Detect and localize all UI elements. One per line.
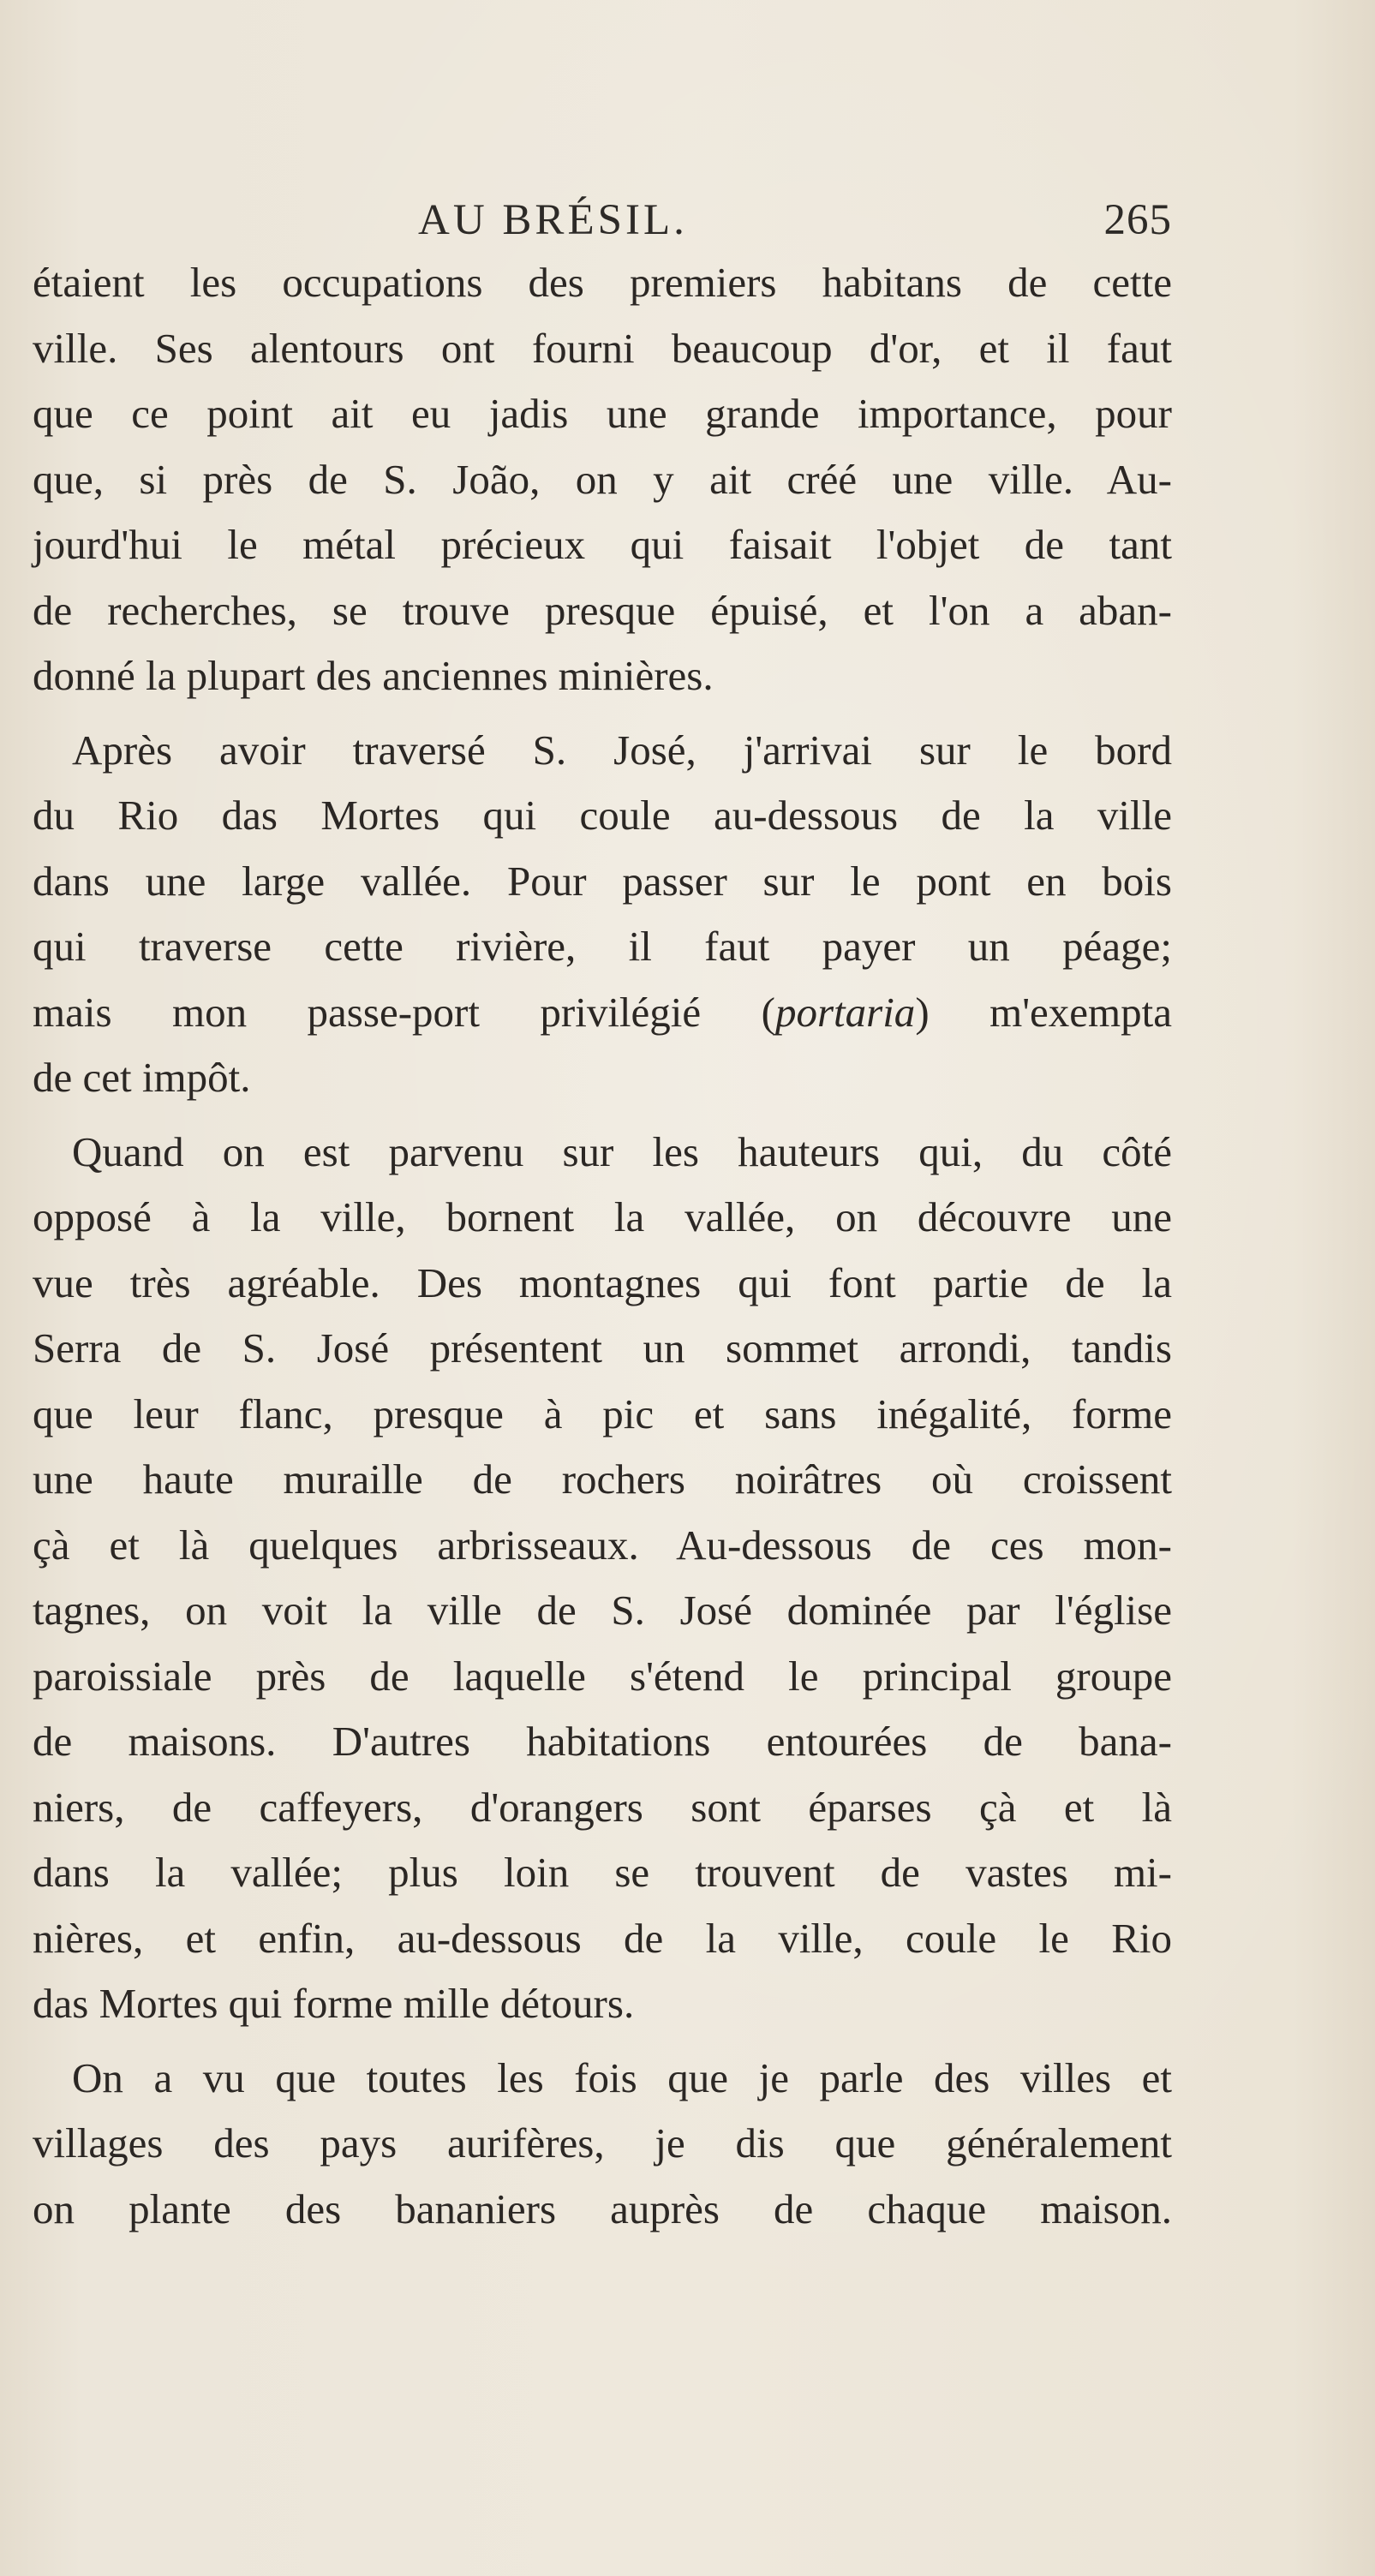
text-line: du Rio das Mortes qui coule au-dessous de la ville xyxy=(33,792,1172,839)
text-line: que leur flanc, presque à pic et sans inégalité, forme xyxy=(33,1390,1172,1437)
body-text xyxy=(33,250,1172,2242)
text-line: on plante des bananiers auprès de chaque maison. xyxy=(33,2185,1172,2232)
paragraph-4 xyxy=(33,2046,1172,2243)
text-line: donné la plupart des anciennes minières. xyxy=(33,652,714,699)
text-line: de maisons. D'autres habitations entourées de bana- xyxy=(33,1718,1172,1765)
text-segment: ) m'exempta xyxy=(915,988,1172,1036)
text-line: Serra de S. José présentent un sommet arrondi, tandis xyxy=(33,1324,1172,1372)
running-head: AU BRÉSIL. xyxy=(418,196,688,244)
text-line: dans une large vallée. Pour passer sur le pont en bois xyxy=(33,857,1172,905)
text-line: nières, et enfin, au-dessous de la ville, coule le Rio xyxy=(33,1914,1172,1962)
text-line: que, si près de S. João, on y ait créé une ville. Au- xyxy=(33,455,1172,503)
text-line: qui traverse cette rivière, il faut payer un péage; xyxy=(33,923,1172,970)
text-line: villages des pays aurifères, je dis que généralement xyxy=(33,2119,1172,2167)
text-segment: mais mon passe-port privilégié ( xyxy=(33,988,775,1036)
paragraph-3 xyxy=(33,1120,1172,2037)
page-number: 265 xyxy=(1103,196,1172,244)
text-line: On a vu que toutes les fois que je parle des villes et xyxy=(72,2053,1172,2101)
page-header xyxy=(418,190,1172,250)
paragraph-2 xyxy=(33,718,1172,1111)
paragraph-1 xyxy=(33,250,1172,709)
text-line: vue très agréable. Des montagnes qui font partie de la xyxy=(33,1258,1172,1306)
text-line: une haute muraille de rochers noirâtres où croissent xyxy=(33,1455,1172,1503)
text-line: Quand on est parvenu sur les hauteurs qui, du côté xyxy=(72,1127,1172,1175)
text-line: étaient les occupations des premiers habitans de cette xyxy=(33,259,1172,306)
text-line: ville. Ses alentours ont fourni beaucoup d'or, et il faut xyxy=(33,324,1172,372)
text-line: çà et là quelques arbrisseaux. Au-dessous de ces mon- xyxy=(33,1521,1172,1569)
text-line: opposé à la ville, bornent la vallée, on découvre une xyxy=(33,1193,1172,1240)
text-line: das Mortes qui forme mille détours. xyxy=(33,1980,635,2027)
text-line: jourd'hui le métal précieux qui faisait l'objet de tant xyxy=(33,521,1172,568)
text-line: dans la vallée; plus loin se trouvent de vastes mi- xyxy=(33,1849,1172,1896)
italic-term: portaria xyxy=(774,988,916,1036)
text-line: paroissiale près de laquelle s'étend le principal groupe xyxy=(33,1652,1172,1700)
text-line: tagnes, on voit la ville de S. José dominée par l'église xyxy=(33,1587,1172,1634)
text-line: de cet impôt. xyxy=(33,1054,251,1101)
text-line: Après avoir traversé S. José, j'arrivai sur le bord xyxy=(72,726,1172,774)
text-line: que ce point ait eu jadis une grande importance, pour xyxy=(33,390,1172,437)
text-line: de recherches, se trouve presque épuisé, et l'on a aban- xyxy=(33,586,1172,634)
text-line: niers, de caffeyers, d'orangers sont éparses çà et là xyxy=(33,1783,1172,1831)
text-line-with-italic xyxy=(33,980,1172,1046)
